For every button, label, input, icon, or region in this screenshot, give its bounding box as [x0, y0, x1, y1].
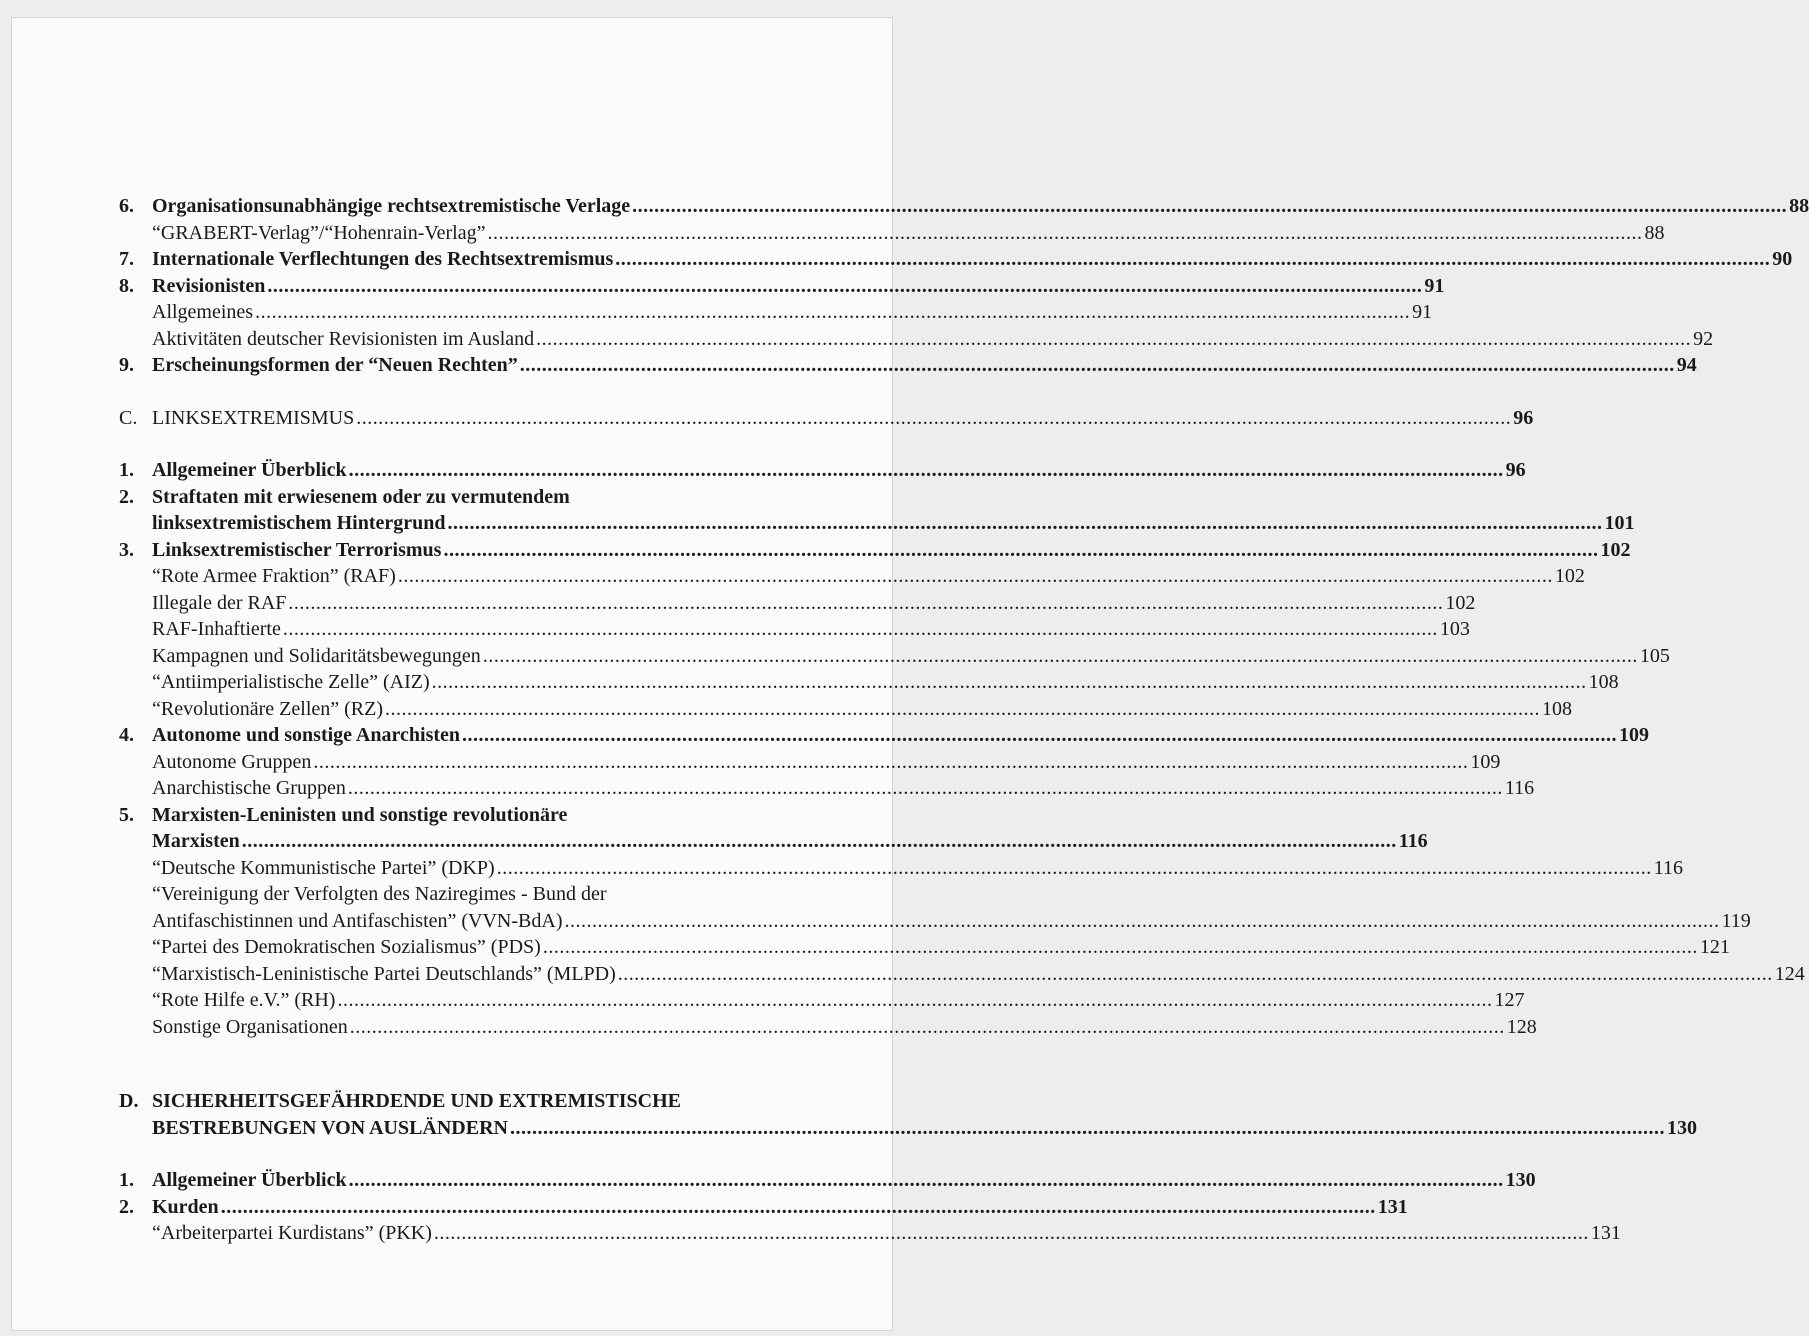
table-of-contents — [119, 193, 1809, 1247]
toc-title: “Vereinigung der Verfolgten des Naziregimes - Bund der — [152, 883, 607, 905]
toc-page-number: 88 — [1644, 221, 1665, 244]
toc-number: 5. — [119, 803, 134, 826]
toc-title: Anarchistische Gruppen — [152, 777, 346, 799]
toc-entry[interactable] — [119, 749, 1501, 776]
toc-entry[interactable] — [119, 987, 1525, 1014]
toc-page-number: 105 — [1639, 644, 1670, 667]
toc-title: Kampagnen und Solidaritätsbewegungen — [152, 644, 481, 667]
toc-entry[interactable] — [119, 537, 1631, 564]
toc-entry[interactable] — [119, 961, 1805, 988]
toc-entry[interactable] — [119, 457, 1526, 484]
toc-number: 4. — [119, 724, 134, 746]
toc-title: Linksextremistischer Terrorismus — [152, 538, 442, 561]
toc-entry[interactable] — [119, 1220, 1621, 1247]
dot-leader — [313, 749, 1468, 776]
toc-title: “Revolutionäre Zellen” (RZ) — [152, 697, 384, 720]
dot-leader — [398, 563, 1553, 590]
toc-page-number: 119 — [1721, 909, 1751, 932]
dot-leader — [536, 326, 1691, 353]
toc-page-number: 116 — [1504, 777, 1535, 799]
dot-leader — [543, 934, 1698, 961]
toc-number: 8. — [119, 274, 134, 297]
toc-page-number: 116 — [1398, 830, 1428, 852]
dot-leader — [255, 299, 1410, 326]
toc-title: LINKSEXTREMISMUS — [152, 406, 355, 429]
toc-entry[interactable] — [119, 775, 1535, 802]
toc-title: Antifaschistinnen und Antifaschisten” (VVN-BdA) — [152, 909, 563, 932]
toc-entry[interactable] — [119, 326, 1714, 353]
toc-page-number: 128 — [1506, 1015, 1537, 1038]
dot-leader — [520, 352, 1675, 379]
toc-title: “Deutsche Kommunistische Partei” (DKP) — [152, 856, 495, 879]
toc-title: Erscheinungsformen der “Neuen Rechten” — [152, 354, 518, 376]
toc-section-heading[interactable] — [119, 1088, 1697, 1141]
toc-page-number: 121 — [1699, 936, 1730, 958]
dot-leader — [348, 775, 1503, 802]
toc-number: 3. — [119, 538, 134, 561]
toc-section-heading[interactable] — [119, 405, 1534, 432]
toc-page-number: 94 — [1676, 354, 1697, 376]
dot-leader — [434, 1220, 1589, 1247]
toc-title: Allgemeines — [152, 301, 254, 323]
toc-page-number: 102 — [1445, 591, 1476, 614]
dot-leader — [432, 669, 1587, 696]
toc-page-number: 127 — [1494, 989, 1525, 1011]
toc-page-number: 109 — [1470, 750, 1501, 773]
toc-title: Sonstige Organisationen — [152, 1015, 348, 1038]
toc-title: linksextremistischem Hintergrund — [152, 512, 446, 534]
toc-number: 7. — [119, 248, 134, 270]
toc-title: “Antiimperialistische Zelle” (AIZ) — [152, 671, 430, 693]
toc-title: Revisionisten — [152, 274, 266, 297]
toc-entry[interactable] — [119, 352, 1697, 379]
toc-page-number: 101 — [1604, 512, 1635, 534]
toc-page-number: 90 — [1772, 248, 1793, 270]
toc-title: “GRABERT-Verlag”/“Hohenrain-Verlag” — [152, 221, 486, 244]
toc-page-number: 92 — [1693, 327, 1714, 350]
dot-leader — [242, 828, 1397, 855]
toc-title: Straftaten mit erwiesenem oder zu vermutendem — [152, 485, 570, 508]
toc-title: Marxisten-Leninisten und sonstige revolutionäre — [152, 803, 568, 826]
dot-leader — [615, 246, 1770, 273]
toc-entry[interactable] — [119, 193, 1809, 220]
toc-page-number: 131 — [1590, 1222, 1621, 1244]
dot-leader — [510, 1115, 1665, 1142]
toc-page-number: 108 — [1588, 671, 1619, 693]
toc-page-number: 116 — [1653, 856, 1683, 879]
toc-number: 1. — [119, 1169, 134, 1191]
dot-leader — [385, 696, 1540, 723]
toc-page-number: 91 — [1412, 301, 1433, 323]
toc-title: Internationale Verflechtungen des Rechtsextremismus — [152, 248, 614, 270]
toc-number: 9. — [119, 354, 134, 376]
toc-entry[interactable] — [119, 220, 1665, 247]
toc-number: 2. — [119, 485, 134, 508]
toc-entry[interactable] — [119, 696, 1573, 723]
dot-leader — [443, 537, 1598, 564]
toc-entry[interactable] — [119, 881, 1751, 934]
toc-page-number: 124 — [1774, 962, 1805, 985]
toc-page-number: 102 — [1600, 538, 1631, 561]
toc-title: “Partei des Demokratischen Sozialismus” (PDS) — [152, 936, 541, 958]
toc-entry[interactable] — [119, 563, 1585, 590]
dot-leader — [221, 1194, 1376, 1221]
toc-entry[interactable] — [119, 616, 1470, 643]
dot-leader — [448, 510, 1603, 537]
toc-title: Autonome Gruppen — [152, 750, 312, 773]
toc-page-number: 96 — [1513, 406, 1534, 429]
toc-entry[interactable] — [119, 273, 1445, 300]
document-page — [12, 18, 1809, 1330]
toc-title: Illegale der RAF — [152, 591, 287, 614]
toc-page-number: 109 — [1619, 724, 1650, 746]
toc-page-number: 88 — [1789, 195, 1809, 217]
toc-number: 6. — [119, 195, 134, 217]
toc-page-number: 96 — [1505, 459, 1526, 481]
toc-entry[interactable] — [119, 722, 1650, 749]
toc-page-number: 131 — [1377, 1195, 1408, 1218]
toc-entry[interactable] — [119, 1167, 1536, 1194]
toc-entry[interactable] — [119, 299, 1433, 326]
toc-page-number: 103 — [1439, 618, 1470, 640]
toc-title: Kurden — [152, 1195, 219, 1218]
toc-title: Allgemeiner Überblick — [152, 1169, 347, 1191]
toc-title: Autonome und sonstige Anarchisten — [152, 724, 461, 746]
toc-title: “Rote Hilfe e.V.” (RH) — [152, 989, 336, 1011]
dot-leader — [267, 273, 1422, 300]
dot-leader — [564, 908, 1719, 935]
dot-leader — [288, 590, 1443, 617]
dot-leader — [462, 722, 1617, 749]
dot-leader — [350, 1014, 1505, 1041]
toc-title: “Arbeiterpartei Kurdistans” (PKK) — [152, 1222, 432, 1244]
toc-title: RAF-Inhaftierte — [152, 618, 281, 640]
toc-title: “Rote Armee Fraktion” (RAF) — [152, 565, 396, 587]
toc-entry[interactable] — [119, 802, 1428, 855]
toc-entry[interactable] — [119, 590, 1476, 617]
toc-number: 1. — [119, 459, 134, 481]
toc-page-number: 130 — [1666, 1116, 1697, 1139]
toc-entry[interactable] — [119, 1014, 1537, 1041]
toc-entry[interactable] — [119, 246, 1793, 273]
dot-leader — [618, 961, 1773, 988]
toc-title: SICHERHEITSGEFÄHRDENDE UND EXTREMISTISCHE — [152, 1090, 682, 1112]
toc-number: D. — [119, 1090, 139, 1112]
toc-entry[interactable] — [119, 855, 1683, 882]
dot-leader — [488, 220, 1643, 247]
toc-page-number: 130 — [1505, 1169, 1536, 1191]
toc-title: Organisationsunabhängige rechtsextremistische Verlage — [152, 195, 631, 217]
dot-leader — [632, 193, 1787, 220]
dot-leader — [497, 855, 1652, 882]
dot-leader — [283, 616, 1438, 643]
toc-title: “Marxistisch-Leninistische Partei Deutschlands” (MLPD) — [152, 962, 616, 985]
toc-entry[interactable] — [119, 669, 1619, 696]
toc-title: BESTREBUNGEN VON AUSLÄNDERN — [152, 1116, 508, 1139]
toc-entry[interactable] — [119, 1194, 1408, 1221]
toc-entry[interactable] — [119, 484, 1635, 537]
toc-page-number: 102 — [1554, 565, 1585, 587]
toc-number: C. — [119, 406, 138, 429]
toc-number: 2. — [119, 1195, 134, 1218]
toc-title: Aktivitäten deutscher Revisionisten im Ausland — [152, 327, 535, 350]
dot-leader — [337, 987, 1492, 1014]
dot-leader — [483, 643, 1638, 670]
toc-title: Allgemeiner Überblick — [152, 459, 347, 481]
toc-page-number: 108 — [1542, 697, 1573, 720]
toc-page-number: 91 — [1424, 274, 1445, 297]
dot-leader — [356, 405, 1511, 432]
dot-leader — [349, 1167, 1504, 1194]
toc-title: Marxisten — [152, 830, 240, 852]
dot-leader — [349, 457, 1504, 484]
toc-entry[interactable] — [119, 643, 1670, 670]
toc-entry[interactable] — [119, 934, 1730, 961]
